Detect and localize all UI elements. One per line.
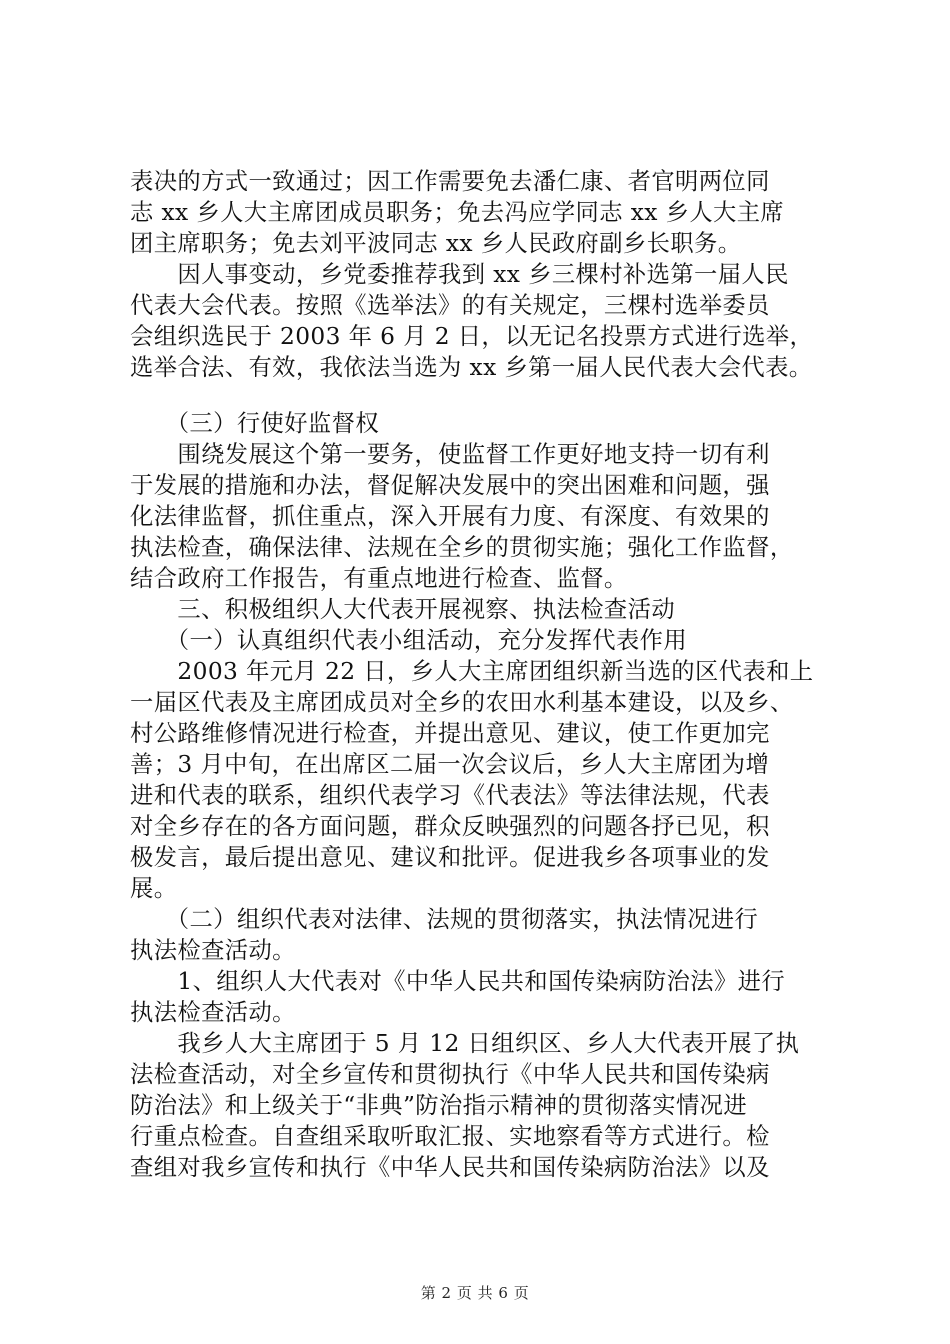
text-line: 会组织选民于 2003 年 6 月 2 日，以无记名投票方式进行选举，: [130, 323, 814, 350]
text-line: 进和代表的联系，组织代表学习《代表法》等法律法规，代表: [130, 782, 770, 809]
section-heading: （二）组织代表对法律、法规的贯彻落实，执法情况进行: [130, 906, 759, 933]
text-line: 代表大会代表。按照《选举法》的有关规定，三棵村选举委员: [130, 292, 770, 319]
text-line: 结合政府工作报告，有重点地进行检查、监督。: [130, 565, 628, 592]
text-line: 行重点检查。自查组采取听取汇报、实地察看等方式进行。检: [130, 1123, 770, 1150]
section-heading: 1、组织人大代表对《中华人民共和国传染病防治法》进行: [130, 968, 786, 995]
section-heading: （三）行使好监督权: [130, 410, 380, 437]
text-line: 2003 年元月 22 日，乡人大主席团组织新当选的区代表和上: [130, 658, 814, 685]
text-line: 表决的方式一致通过；因工作需要免去潘仁康、者官明两位同: [130, 168, 770, 195]
page-number-footer: 第 2 页 共 6 页: [420, 1284, 530, 1302]
text-line: 因人事变动，乡党委推荐我到 xx 乡三棵村补选第一届人民: [130, 261, 789, 288]
document-body: [130, 166, 830, 1183]
text-line: 我乡人大主席团于 5 月 12 日组织区、乡人大代表开展了执: [130, 1030, 800, 1057]
text-line: 执法检查活动。: [130, 937, 296, 964]
text-line: 善；3 月中旬，在出席区二届一次会议后，乡人大主席团为增: [130, 751, 770, 778]
text-line: 展。: [130, 875, 178, 902]
text-line: 志 xx 乡人大主席团成员职务；免去冯应学同志 xx 乡人大主席: [130, 199, 785, 226]
text-line: 团主席职务；免去刘平波同志 xx 乡人民政府副乡长职务。: [130, 230, 742, 257]
section-heading: 三、积极组织人大代表开展视察、执法检查活动: [130, 596, 676, 623]
text-line: 极发言，最后提出意见、建议和批评。促进我乡各项事业的发: [130, 844, 770, 871]
paragraph-gap: [130, 383, 830, 408]
section-heading: （一）认真组织代表小组活动，充分发挥代表作用: [130, 627, 688, 654]
text-line: 对全乡存在的各方面问题，群众反映强烈的问题各抒已见，积: [130, 813, 770, 840]
text-line: 法检查活动，对全乡宣传和贯彻执行《中华人民共和国传染病: [130, 1061, 770, 1088]
text-line: 于发展的措施和办法，督促解决发展中的突出困难和问题，强: [130, 472, 770, 499]
text-line: 围绕发展这个第一要务，使监督工作更好地支持一切有利: [130, 441, 770, 468]
text-line: 执法检查活动。: [130, 999, 296, 1026]
text-line: 一届区代表及主席团成员对全乡的农田水利基本建设，以及乡、: [130, 689, 794, 716]
text-line: 查组对我乡宣传和执行《中华人民共和国传染病防治法》以及: [130, 1154, 770, 1181]
text-line: 执法检查，确保法律、法规在全乡的贯彻实施；强化工作监督，: [130, 534, 794, 561]
text-line: 选举合法、有效，我依法当选为 xx 乡第一届人民代表大会代表。: [130, 354, 813, 381]
text-line: 防治法》和上级关于“非典”防治指示精神的贯彻落实情况进: [130, 1092, 748, 1119]
text-line: 村公路维修情况进行检查，并提出意见、建议，使工作更加完: [130, 720, 770, 747]
text-line: 化法律监督，抓住重点，深入开展有力度、有深度、有效果的: [130, 503, 770, 530]
